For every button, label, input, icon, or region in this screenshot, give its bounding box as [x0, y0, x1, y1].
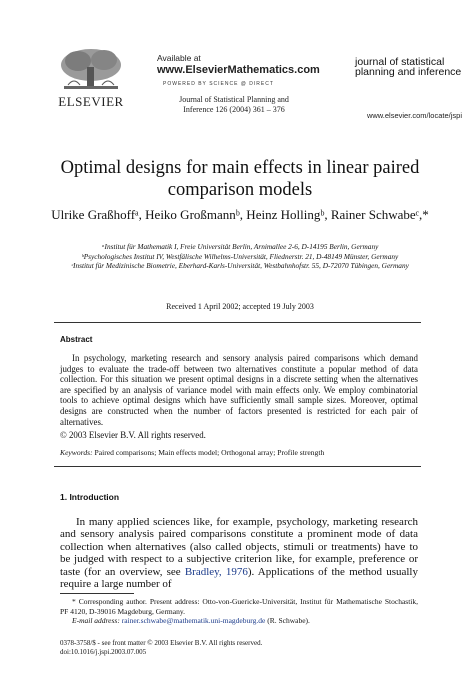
email-suffix: (R. Schwabe).: [267, 616, 310, 625]
keywords: [60, 448, 420, 457]
front-matter: [60, 639, 262, 657]
citation-line-2: Inference 126 (2004) 361 – 376: [183, 105, 285, 114]
introduction-body: [60, 516, 418, 590]
affiliations: [40, 242, 440, 271]
divider-top: [54, 322, 421, 323]
keywords-label: Keywords:: [60, 448, 93, 457]
citation-line-1: Journal of Statistical Planning and: [179, 95, 289, 104]
footnote: [60, 597, 418, 626]
intro-text-cont: ). Applications of the method usually require a large number of: [60, 565, 418, 591]
affiliation-b: ᵇPsychologisches Institut IV, Westfälische Wilhelms-Universität, Fliednerstr. 21, D-48149 Münster, Germany: [81, 251, 399, 261]
affiliation-a: ᵃInstitut für Mathematik I, Freie Universität Berlin, Arnimallee 2-6, D-14195 Berlin, Germany: [101, 242, 379, 251]
issn-line: 0378-3758/$ - see front matter © 2003 Elsevier B.V. All rights reserved.: [60, 639, 263, 647]
author-list: Ulrike Graßhoffᵃ, Heiko Großmannᵇ, Heinz Hollingᵇ, Rainer Schwabeᶜ,*: [51, 207, 429, 222]
available-at-label: Available at: [157, 53, 201, 63]
journal-url-link[interactable]: www.elsevier.com/locate/jspi: [366, 111, 462, 120]
email-label: E-mail address:: [72, 616, 120, 625]
journal-logo-text: journal of statistical planning and inference: [355, 56, 462, 78]
abstract-body: [60, 353, 418, 427]
abstract-text: In psychology, marketing research and sensory analysis paired comparisons which demand judges to evaluate the trade-off between two alternatives constitute a popular method of data collection. For this situation we present optimal designs in a discrete setting when the alternatives are specified by an analysis of variance model with main effects only. We employ combinatorial tools to achieve optimal designs which have sufficiently small sample sizes. Moreover, optimal designs are constructed when the number of factors presented is restricted for each pair of alternatives.: [60, 353, 418, 427]
section-heading-introduction: 1. Introduction: [60, 492, 120, 502]
intro-text: In many applied sciences like, for example, psychology, marketing research and sensory analysis paired comparisons constitute a prominent mode of data collection when alternatives (also called objects, stimuli or treatments) have to be judged with respect to a subjective criterion like, for example, preference or taste (for an overview, see: [60, 516, 418, 578]
citation-link-bradley[interactable]: Bradley, 1976: [184, 565, 248, 578]
abstract-copyright: © 2003 Elsevier B.V. All rights reserved.: [60, 430, 206, 440]
elsevier-url-link[interactable]: www.ElsevierMathematics.com: [157, 64, 320, 76]
affiliation-c: ᶜInstitut für Medizinische Biometrie, Eberhard-Karls-Universität, Westbahnhofstr. 55, D-72070 Tübingen, Germany: [71, 261, 409, 271]
footnote-rule: [60, 593, 134, 594]
received-dates: Received 1 April 2002; accepted 19 July 2003: [166, 302, 314, 311]
footnote-text: * Corresponding author. Present address: Otto-von-Guericke-Universität, Institut für Mathematische Stochastik, PF 4120, D-39016 Magdeburg, Germany.: [60, 597, 418, 616]
journal-citation: [170, 95, 298, 115]
divider-bottom: [54, 466, 421, 467]
keywords-list: Paired comparisons; Main effects model; Orthogonal array; Profile strength: [94, 448, 325, 457]
abstract-heading: Abstract: [60, 335, 93, 344]
publisher-wordmark: ELSEVIER: [58, 94, 124, 109]
author-email-link[interactable]: rainer.schwabe@mathematik.uni-magdeburg.de: [121, 616, 266, 625]
journal-header: [0, 0, 474, 132]
doi-line: doi:10.1016/j.jspi.2003.07.005: [60, 648, 147, 656]
paper-title: Optimal designs for main effects in linear paired comparison models: [60, 158, 420, 200]
powered-by-label: POWERED BY SCIENCE @ DIRECT: [163, 81, 274, 87]
elsevier-tree-logo: [54, 47, 128, 93]
